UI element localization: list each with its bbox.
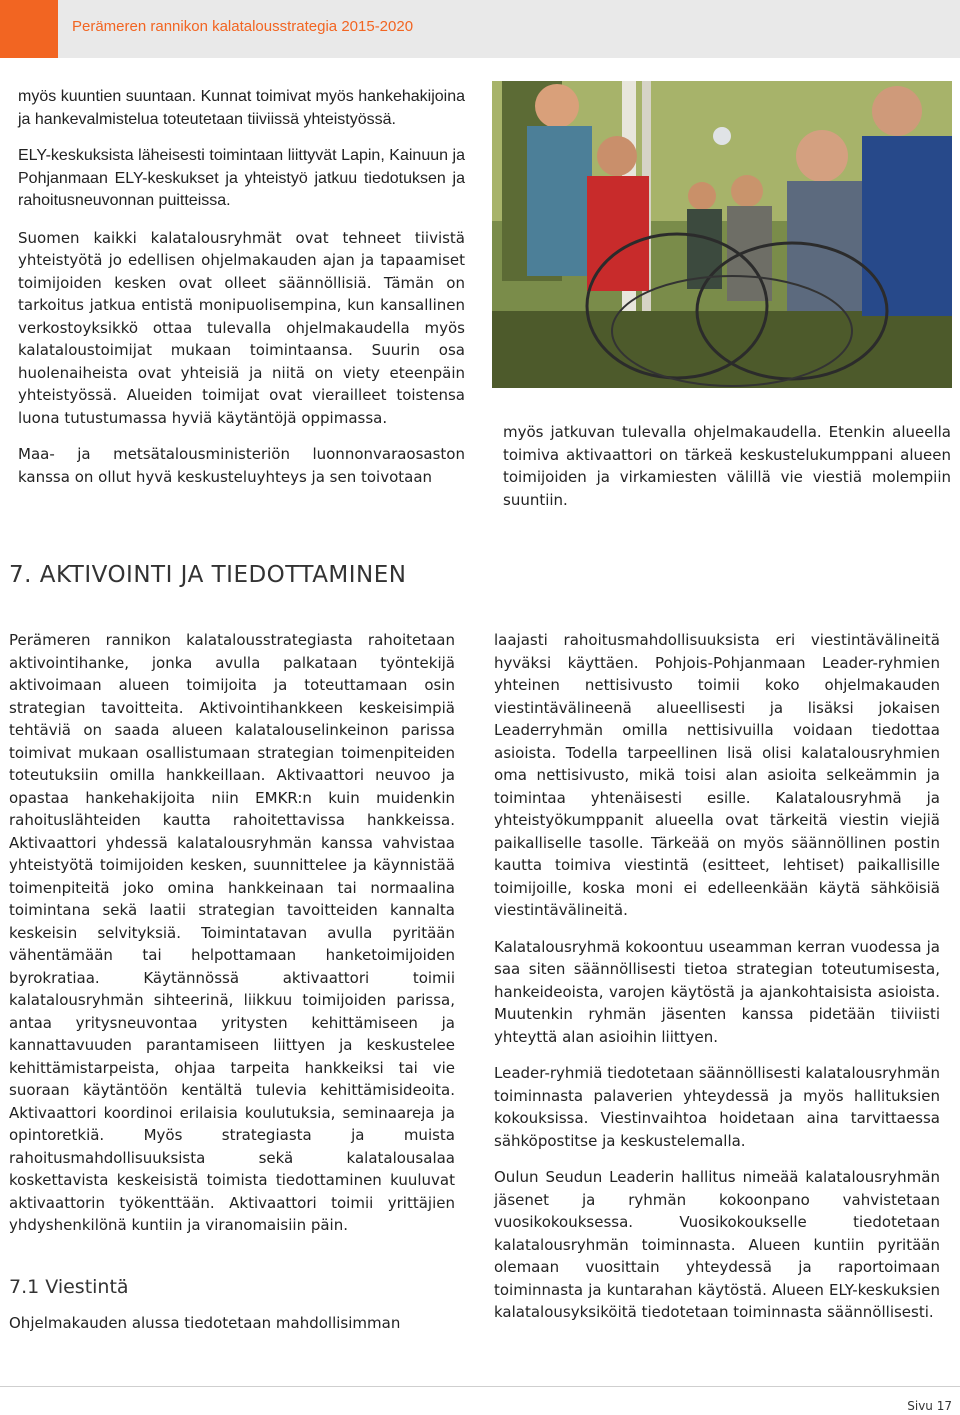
paragraph: myös kuuntien suuntaan. Kunnat toimivat myös hankehakijoina ja hankevalmistelua toteutetaan tiiviissä yhteistyössä.	[18, 88, 465, 128]
paragraph: laajasti rahoitusmahdollisuuksista eri viestintävälineitä hyväksi käyttäen. Pohjois-Pohjanmaan Leader-ryhmien yhteinen nettisivusto toimii koko ohjelmakauden viestintävälineenä alueellisesti ja lisäksi jokaisen Leaderryhmän omilla nettisivuilla voidaan tiedottaa asioista. Todella tarpeellinen lisä olisi kalatalousryhmien oma nettisivusto, mikä toisi alan asioita selkeämmin ja toimintaa yhtenäisesti esille. Kalatalousryhmä ja yhteistyökumppanit alueella ovat tärkeitä viestin viejiä paikalliselle tasolle. Tärkeää on myös säännöllinen postin kautta toimiva viestintä (esitteet, lehtiset) paikallisille toimijoille, koska moni ei edelleenkään käytä sähköisiä viestintävälineitä.	[494, 631, 940, 919]
paragraph: Oulun Seudun Leaderin hallitus nimeää kalatalousryhmän jäsenet ja ryhmän kokoonpano vahvistetaan vuosikokouksessa. Vuosikokoukselle tiedotetaan kalatalousryhmän toiminnasta. Alueen kuntiin pyritään olemaan vuosittain yhteydessä ja raportoimaan toiminnasta ja kuntarahan käytöstä. Alueen ELY-keskuksien kalatalousyksiköitä tiedotetaan toiminnasta säännöllisesti.	[494, 1168, 940, 1321]
page-header	[0, 0, 960, 58]
page-number: Sivu 17	[907, 1399, 952, 1413]
header-accent-block	[0, 0, 58, 58]
section-heading: 7. AKTIVOINTI JA TIEDOTTAMINEN	[9, 562, 407, 588]
paragraph: Leader-ryhmiä tiedotetaan säännöllisesti kalatalousryhmän toiminnasta palaverien yhteydessä ja myös hallituksien kokouksissa. Viestinvaihtoa hoidetaan aina tarvittaessa sähköpostitse ja keskustelemalla.	[494, 1064, 940, 1150]
section-left-column	[9, 629, 455, 1251]
top-right-column	[503, 421, 951, 525]
paragraph: ELY-keskuksista läheisesti toimintaan liittyvät Lapin, Kainuun ja Pohjanmaan ELY-keskukset ja yhteistyö jatkuu tiedotuksen ja rahoitusneuvonnan puitteissa.	[18, 147, 465, 209]
subsection-left-column	[9, 1312, 455, 1349]
paragraph: Perämeren rannikon kalatalousstrategiasta rahoitetaan aktivointihanke, jonka avulla palkataan työntekijä aktivoimaan alueen toimijoita ja toteuttamaan osin strategian tavoitteita. Aktivointihankkeen keskeisimpiä tehtäviä on saada alueen kalatalouselinkeinon parissa toimivat mukaan osallistumaan strategian toimenpiteiden toteutuksiin omilla hankkeillaan. Aktivaattori neuvoo ja opastaa hankehakijoita niin EMKR:n kuin muidenkin rahoituslähteiden kautta rahoitettavissa hankkeissa. Aktivaattori yhdessä kalatalousryhmän kanssa vahvistaa yhteistyötä toimijoiden kesken, suunnittelee ja käynnistää toimenpiteitä joko omina hankkeinaan tai normaalina toimintana sekä laatii strategian tavoitteiden kannalta keskeisin selvityksiä. Toimintatavan avulla pyritään vähentämään tai helpottamaan hanketoimijoiden byrokratiaa. Käytännössä aktivaattori toimii kalatalousryhmän sihteerinä, liikkuu toimijoiden parissa, antaa yritysneuvontaa yritysten kehittämiseen ja kannattavuuden parantamiseen liittyen ja keskustelee kehittämistarpeista, ohjaa tarpeita hankkeiksi tai vie suoraan käytäntöön kentältä tulevia kehittämisideoita. Aktivaattori koordinoi erilaisia koulutuksia, seminaareja ja opintoretkiä. Myös strategiasta ja muista rahoitusmahdollisuuksista sekä kalatalousalaa koskettavista keskeisistä toimista tiedottaminen kuuluvat aktivaattorin työkenttään. Aktivaattori toimii yrittäjien yhdyshenkilönä kuntiin ja viranomaisiin päin.	[9, 631, 455, 1234]
paragraph: Kalatalousryhmä kokoontuu useamman kerran vuodessa ja saa siten säännöllisesti tietoa strategian toteutumisesta, hankeideoista, varojen käytöstä ja ajankohtaisista asioista. Muutenkin ryhmän jäsenten kanssa pidetään tiiviisti yhteyttä alan asioihin liittyen.	[494, 937, 940, 1046]
subsection-heading: 7.1 Viestintä	[9, 1276, 129, 1298]
paragraph: myös jatkuvan tulevalla ohjelmakaudella. Etenkin alueella toimiva aktivaattori on tärkeä keskustelukumppani alueen toimijoiden ja virkamiesten välillä vie viestiä molempiin suuntiin.	[503, 423, 951, 509]
paragraph: Suomen kaikki kalatalousryhmät ovat tehneet tiivistä yhteistyötä jo edellisen ohjelmakauden ajan ja tapaamiset toimijoiden kesken ovat olleet säännöllisiä. Tämän on tarkoitus jatkua entistä monipuolisempina, kun kansallinen verkostoyksikkö ottaa tulevalla ohjelmakaudella myös kalataloustoimijat mukaan toimintaansa. Suurin osa huolenaiheista ovat yhteisiä ja niitä on viety eteenpäin yhteistyössä. Alueiden toimijat ovat vierailleet toistensa luona tutustumassa hyviä käytäntöjä oppimassa.	[18, 228, 465, 427]
top-left-column	[18, 86, 465, 502]
paragraph: Maa- ja metsätalousministeriön luonnonvaraosaston kanssa on ollut hyvä keskusteluyhteys ja sen toivotaan	[18, 445, 465, 486]
document-title: Perämeren rannikon kalatalousstrategia 2015-2020	[72, 18, 414, 35]
section-right-column	[494, 629, 940, 1338]
footer-divider	[0, 1386, 960, 1387]
meeting-photo	[492, 81, 952, 388]
paragraph: Ohjelmakauden alussa tiedotetaan mahdollisimman	[9, 1314, 401, 1332]
